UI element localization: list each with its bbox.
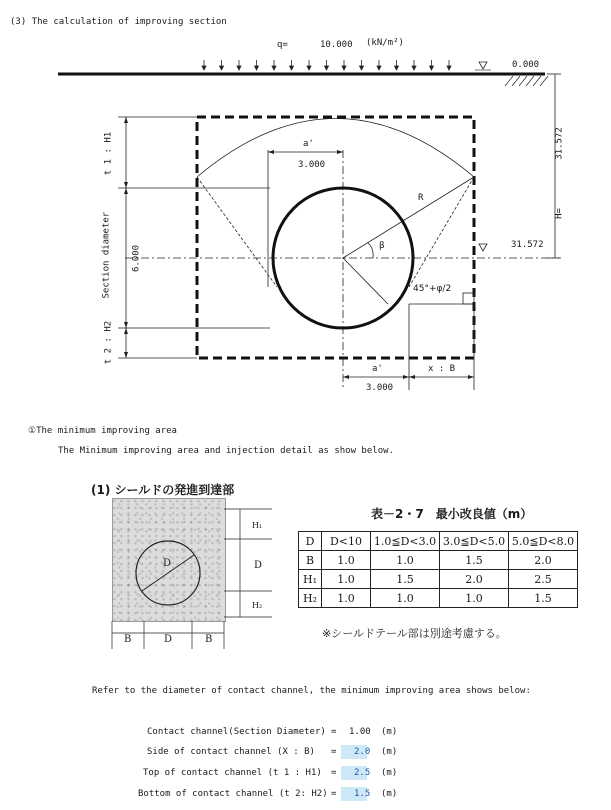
min-improving-table [298,531,578,608]
shield-d-label: D [163,558,172,569]
ground-hatch-icon [505,76,548,86]
section-title: (3) The calculation of improving section [10,17,227,27]
x-b-label: x : B [428,364,456,374]
table-cell: 1.0 [440,589,509,608]
param-unit: (m) [381,747,398,757]
shield-h1-label: H₁ [252,521,263,530]
param-value-bottom: 1.5 [354,789,371,799]
table-cell: B [299,551,322,570]
shield-b-left: B [124,634,132,645]
table-header-row [299,532,578,551]
section-diameter-value: 6.000 [131,244,142,273]
table-cell: 1.5 [371,570,440,589]
refer-text: Refer to the diameter of contact channel, the minimum improving area shows below: [92,686,531,696]
param-unit: (m) [381,768,398,778]
table-row [299,570,578,589]
table-cell: 2.0 [509,551,578,570]
table-cell: 2.0 [440,570,509,589]
load-value: 10.000 [320,40,353,50]
shield-b-right: B [205,634,213,645]
shield-diagram [100,495,290,655]
param-unit: (m) [381,789,398,799]
table-header-cell: 1.0≦D<3.0 [371,532,440,551]
table-cell: 2.5 [509,570,578,589]
param-eq: = [331,789,337,799]
shield-heading: (1) シールドの発進到達部 [91,483,235,497]
table-cell: 1.0 [322,570,371,589]
table-cell: 1.5 [440,551,509,570]
shield-d-right-label: D [254,560,263,571]
param-value-section-diameter: 1.00 [349,727,371,737]
angle-label: 45°+φ/2 [413,284,452,294]
load-arrows [202,60,451,70]
height-label: H= [554,208,565,219]
param-eq: = [331,727,337,737]
param-label-section-diameter: Contact channel(Section Diameter) [147,727,326,737]
table-cell: 1.0 [371,589,440,608]
table-header-cell: D [299,532,322,551]
table-cell: 1.0 [322,551,371,570]
param-value-top: 2.5 [354,768,371,778]
param-unit: (m) [381,727,398,737]
param-label-bottom: Bottom of contact channel (t 2: H2) [138,789,328,799]
a-prime-top-label: a' [303,139,314,149]
param-eq: = [331,768,337,778]
table-cell: H₂ [299,589,322,608]
ground-level-value: 0.000 [512,60,540,70]
param-value-side: 2.0 [354,747,371,757]
table-title: 表－2・7 最小改良値（m） [371,507,533,521]
param-eq: = [331,747,337,757]
table-row [299,551,578,570]
a-prime-bottom-value: 3.000 [366,383,394,393]
improving-area-rect [197,117,474,358]
table-cell: 1.0 [322,589,371,608]
table-header-cell: D<10 [322,532,371,551]
t2-label: t 2 : H2 [103,320,114,365]
load-unit: (kN/m²) [366,38,404,48]
water-level-value: 31.572 [511,240,544,250]
t1-label: t 1 : H1 [103,131,114,176]
beta-label: β [379,241,385,251]
a-prime-bottom-label: a' [372,364,383,374]
table-cell: H₁ [299,570,322,589]
min-area-description: The Minimum improving area and injection detail as show below. [58,446,394,456]
section-diameter-label: Section diameter [101,211,112,299]
load-label: q= [277,40,288,50]
table-header-cell: 5.0≦D<8.0 [509,532,578,551]
water-level-triangle-icon [479,244,487,251]
table-row [299,589,578,608]
table-header-cell: 3.0≦D<5.0 [440,532,509,551]
height-total-value: 31.572 [554,127,565,160]
shield-h2-label: H₂ [252,601,263,610]
min-area-heading: ①The minimum improving area [28,426,177,436]
radius-label: R [418,193,424,203]
ground-level-triangle-icon [479,62,487,69]
shield-d-bottom: D [164,634,173,645]
table-cell: 1.0 [371,551,440,570]
table-cell: 1.5 [509,589,578,608]
param-label-side: Side of contact channel (X : B) [147,747,315,757]
param-label-top: Top of contact channel (t 1 : H1) [143,768,322,778]
a-prime-top-value: 3.000 [298,160,326,170]
table-note: ※シールドテール部は別途考慮する。 [322,627,507,640]
